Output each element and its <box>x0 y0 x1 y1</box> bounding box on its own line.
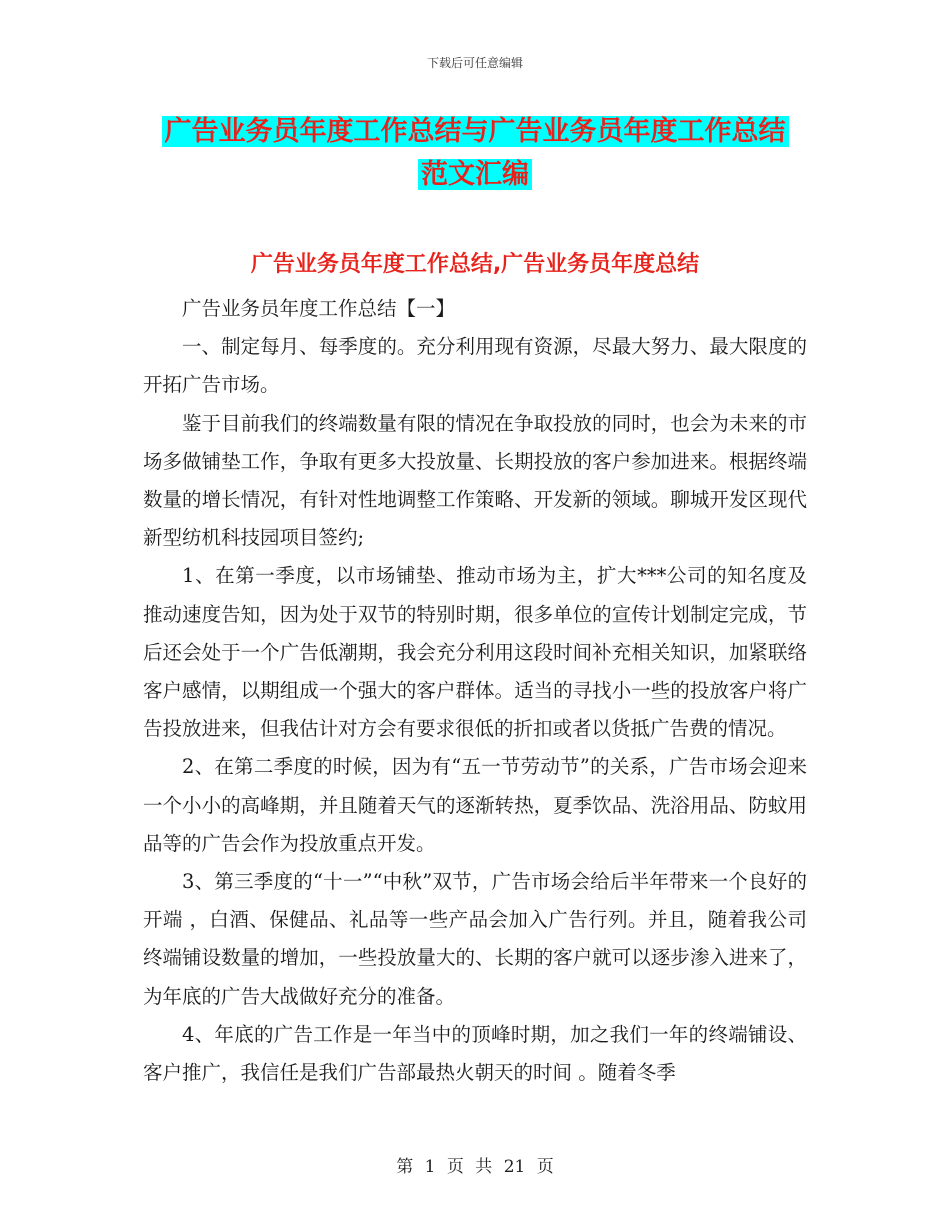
document-title <box>0 110 950 196</box>
page-number-footer: 第 1 页 共 21 页 <box>396 1157 554 1177</box>
title-line-2: 范文汇编 <box>418 159 532 190</box>
paragraph: 1、在第一季度，以市场铺垫、推动市场为主，扩大***公司的知名度及推动速度告知，因为处于双节的特别时期，很多单位的宣传计划制定完成，节后还会处于一个广告低潮期，我会充分利用这段时间补充相关知识，加紧联络客户感情，以期组成一个强大的客户群体。适当的寻找小一些的投放客户将广告投放进来，但我估计对方会有要求很低的折扣或者以货抵广告费的情况。 <box>143 564 807 741</box>
paragraph: 3、第三季度的“十一”“中秋”双节，广告市场会给后半年带来一个良好的开端 ，白酒、保健品、礼品等一些产品会加入广告行列。并且，随着我公司终端铺设数量的增加，一些投放量大的、长期的客户就可以逐步渗入进来了，为年底的广告大战做好充分的准备。 <box>143 870 807 1008</box>
header-note: 下载后可任意编辑 <box>426 56 523 70</box>
paragraph: 2、在第二季度的时候，因为有“五一节劳动节”的关系，广告市场会迎来一个小小的高峰期，并且随着天气的逐渐转热，夏季饮品、洗浴用品、防蚊用品等的广告会作为投放重点开发。 <box>143 755 807 855</box>
paragraph: 4、年底的广告工作是一年当中的顶峰时期，加之我们一年的终端铺设、客户推广，我信任是我们广告部最热火朝天的时间 。随着冬季 <box>143 1022 807 1085</box>
section-heading: 广告业务员年度工作总结,广告业务员年度总结 <box>250 252 700 277</box>
title-line-1: 广告业务员年度工作总结与广告业务员年度工作总结 <box>162 116 789 147</box>
paragraph: 鉴于目前我们的终端数量有限的情况在争取投放的同时，也会为未来的市场多做铺垫工作，争取有更多大投放量、长期投放的客户参加进来。根据终端数量的增长情况，有针对性地调整工作策略、开发新的领域。聊城开发区现代新型纺机科技园项目签约; <box>143 411 807 550</box>
document-body <box>143 290 807 1092</box>
paragraph: 广告业务员年度工作总结【一】 <box>182 297 456 320</box>
paragraph: 一、制定每月、每季度的。充分利用现有资源，尽最大努力、最大限度的开拓广告市场。 <box>143 335 807 397</box>
